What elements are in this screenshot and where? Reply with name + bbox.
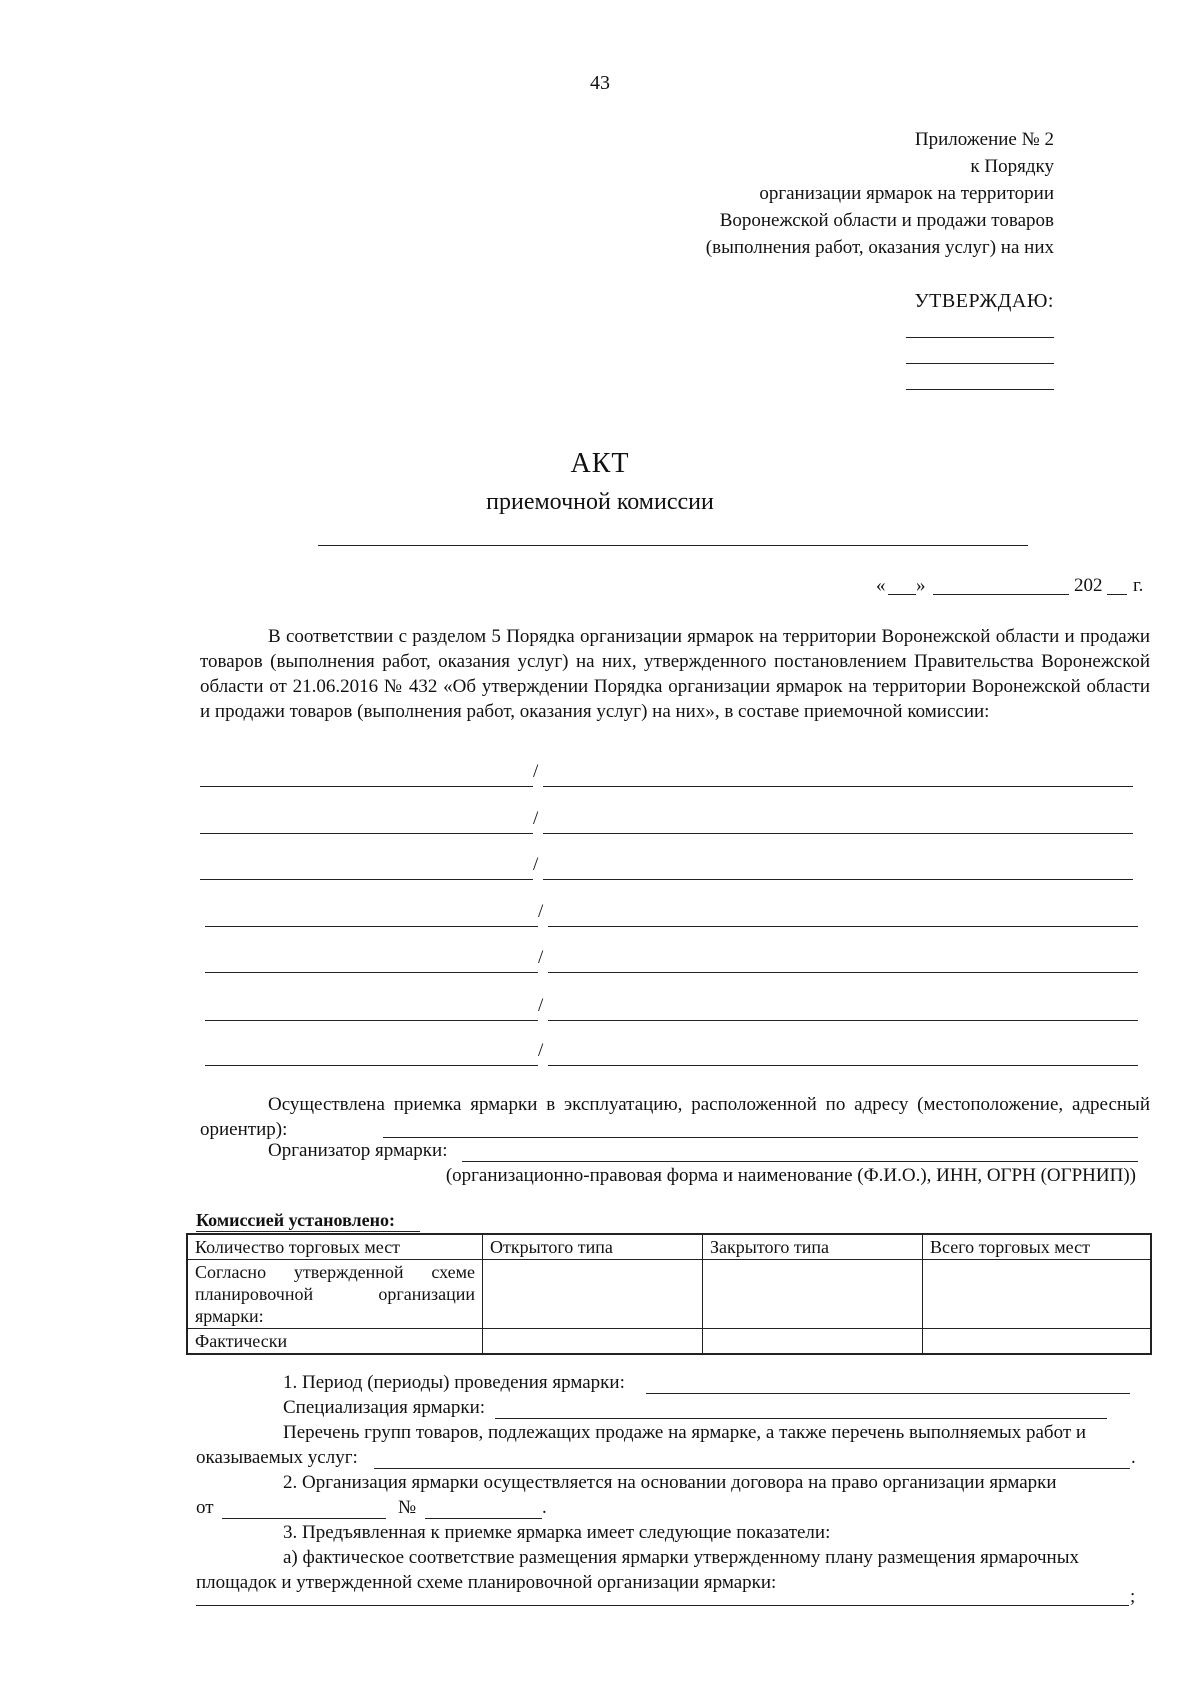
established-table bbox=[186, 1233, 1152, 1355]
title-underline bbox=[318, 545, 1028, 546]
approve-label: УТВЕРЖДАЮ: bbox=[914, 290, 1054, 312]
table-row bbox=[187, 1260, 1151, 1329]
member-position-line bbox=[543, 879, 1133, 880]
document-title: АКТ bbox=[570, 448, 630, 479]
item-specialization: Специализация ярмарки: bbox=[283, 1397, 486, 1418]
date-close-quote: » bbox=[916, 575, 926, 596]
table-header-cell: Всего торговых мест bbox=[923, 1234, 1152, 1260]
contract-number-blank bbox=[425, 1518, 542, 1519]
table-header-row bbox=[187, 1234, 1151, 1260]
approve-signature-line bbox=[906, 363, 1054, 364]
appendix-line: организации ярмарок на территории bbox=[759, 183, 1054, 204]
member-separator: / bbox=[533, 761, 539, 782]
table-cell bbox=[483, 1260, 703, 1329]
a-blank bbox=[196, 1605, 1129, 1606]
member-position-line bbox=[543, 833, 1133, 834]
date-month-blank bbox=[933, 594, 1069, 595]
member-separator: / bbox=[538, 995, 544, 1016]
table-cell bbox=[703, 1260, 923, 1329]
member-name-line bbox=[200, 833, 533, 834]
contract-end: . bbox=[542, 1497, 547, 1518]
member-name-line bbox=[200, 786, 533, 787]
table-cell bbox=[703, 1329, 923, 1355]
established-heading: Комиссией установлено: bbox=[196, 1210, 396, 1230]
member-separator: / bbox=[533, 808, 539, 829]
table-cell bbox=[483, 1329, 703, 1355]
table-header-cell: Открытого типа bbox=[483, 1234, 703, 1260]
appendix-line: к Порядку bbox=[970, 156, 1054, 177]
approve-signature-line bbox=[906, 389, 1054, 390]
appendix-line: Воронежской области и продажи товаров bbox=[719, 210, 1054, 231]
organizer-hint: (организационно-правовая форма и наименование (Ф.И.О.), ИНН, ОГРН (ОГРНИП)) bbox=[445, 1165, 1136, 1186]
member-name-line bbox=[200, 879, 533, 880]
member-position-line bbox=[548, 1065, 1138, 1066]
page-number: 43 bbox=[590, 72, 610, 94]
member-name-line bbox=[205, 972, 538, 973]
item-goods-line2: оказываемых услуг: bbox=[196, 1447, 358, 1468]
member-name-line bbox=[205, 926, 538, 927]
member-separator: / bbox=[538, 1040, 544, 1061]
member-name-line bbox=[205, 1065, 538, 1066]
member-position-line bbox=[548, 1020, 1138, 1021]
appendix-line: (выполнения работ, оказания услуг) на них bbox=[705, 237, 1054, 258]
a-end: ; bbox=[1130, 1586, 1136, 1607]
item-contract-line1: 2. Организация ярмарки осуществляется на основании договора на право организации ярмарки bbox=[283, 1472, 1057, 1493]
date-year-blank bbox=[1107, 594, 1127, 595]
acceptance-paragraph: Осуществлена приемка ярмарки в эксплуатацию, расположенной по адресу (местоположение, адресный ориентир): bbox=[200, 1094, 1150, 1140]
item-goods-line1: Перечень групп товаров, подлежащих продаже на ярмарке, а также перечень выполняемых работ и bbox=[283, 1422, 1087, 1443]
date-open-quote: « bbox=[876, 575, 886, 596]
table-cell: Фактически bbox=[187, 1329, 483, 1355]
item-a-line2: площадок и утвержденной схеме планировочной организации ярмарки: bbox=[196, 1572, 777, 1593]
member-separator: / bbox=[538, 947, 544, 968]
date-day-blank bbox=[888, 594, 916, 595]
specialization-blank bbox=[495, 1418, 1107, 1419]
table-cell bbox=[923, 1260, 1152, 1329]
document-subtitle: приемочной комиссии bbox=[486, 489, 714, 515]
date-year: 202 bbox=[1074, 575, 1103, 596]
member-position-line bbox=[548, 926, 1138, 927]
item-indicators: 3. Предъявленная к приемке ярмарка имеет следующие показатели: bbox=[283, 1522, 831, 1543]
established-heading-underline bbox=[196, 1231, 420, 1232]
contract-date-blank bbox=[222, 1518, 386, 1519]
member-separator: / bbox=[533, 854, 539, 875]
table-header-cell: Количество торговых мест bbox=[187, 1234, 483, 1260]
period-blank bbox=[646, 1393, 1130, 1394]
member-separator: / bbox=[538, 901, 544, 922]
item-a-line1: а) фактическое соответствие размещения ярмарки утвержденному плану размещения ярмарочных bbox=[283, 1547, 1079, 1568]
intro-paragraph: В соответствии с разделом 5 Порядка организации ярмарок на территории Воронежской области и продажи товаров (выполнения работ, оказания услуг) на них, утвержденного постановлением Правительства Воронежской области от 21.06.2016 № 432 «Об утверждении Порядка организации ярмарок на территории Воронежской области и продажи товаров (выполнения работ, оказания услуг) на них», в составе приемочной комиссии: bbox=[200, 626, 1150, 722]
member-name-line bbox=[205, 1020, 538, 1021]
member-position-line bbox=[543, 786, 1133, 787]
table-header-cell: Закрытого типа bbox=[703, 1234, 923, 1260]
table-row bbox=[187, 1329, 1151, 1355]
address-blank bbox=[383, 1137, 1138, 1138]
member-position-line bbox=[548, 972, 1138, 973]
goods-blank bbox=[374, 1468, 1130, 1469]
contract-number-label: № bbox=[398, 1497, 417, 1518]
table-cell bbox=[923, 1329, 1152, 1355]
date-year-suffix: г. bbox=[1133, 575, 1144, 596]
item-period: 1. Период (периоды) проведения ярмарки: bbox=[283, 1372, 625, 1393]
organizer-label: Организатор ярмарки: bbox=[268, 1140, 448, 1161]
contract-from-label: от bbox=[196, 1497, 214, 1518]
approve-signature-line bbox=[906, 337, 1054, 338]
appendix-line: Приложение № 2 bbox=[914, 129, 1054, 150]
table-cell: Согласно утвержденной схеме планировочной организации ярмарки: bbox=[187, 1260, 483, 1329]
organizer-blank bbox=[462, 1161, 1138, 1162]
goods-end: . bbox=[1131, 1447, 1136, 1468]
